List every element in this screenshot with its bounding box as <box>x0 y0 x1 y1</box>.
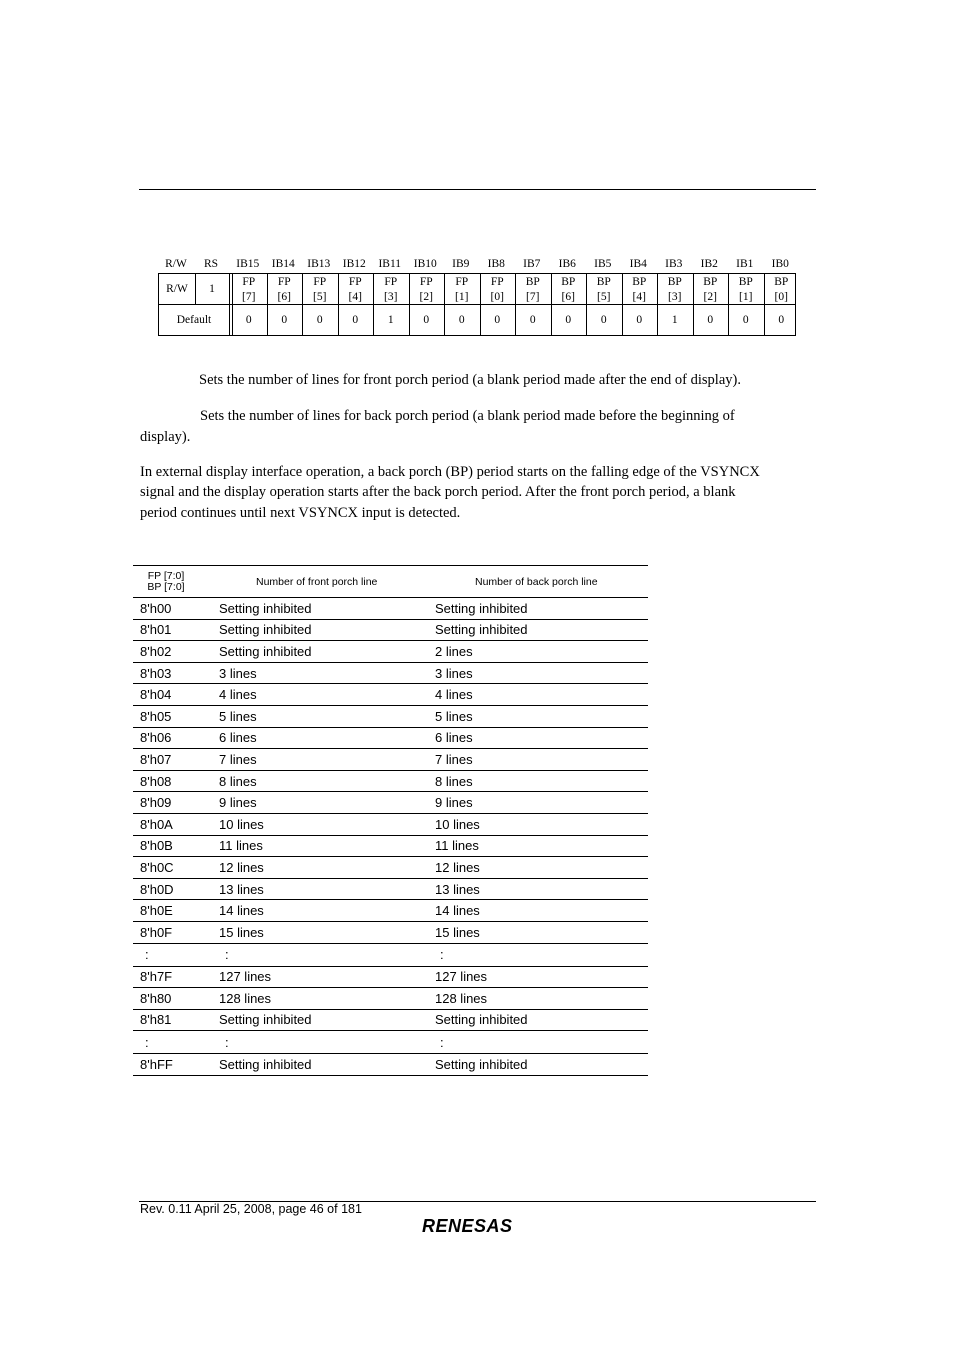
default-value: 0 <box>600 314 607 326</box>
bit-field-name: BP <box>738 276 753 288</box>
header-rule <box>139 189 816 190</box>
front-porch-cell: Setting inhibited <box>219 641 435 663</box>
register-header-ib2: IB2 <box>700 258 718 270</box>
renesas-logo <box>420 1215 536 1242</box>
table-row <box>133 770 648 792</box>
bit-field-name: FP <box>419 276 433 288</box>
bit-field-index: [2] <box>703 291 717 303</box>
bit-field-name: FP <box>277 276 291 288</box>
bit-field-bp-14 <box>728 275 764 304</box>
bit-field-index: [3] <box>668 291 682 303</box>
bit-field-name: BP <box>774 276 789 288</box>
table-row <box>133 619 648 641</box>
back-porch-cell: 12 lines <box>435 857 648 879</box>
bit-field-name: BP <box>632 276 647 288</box>
table-row <box>133 1054 648 1076</box>
default-value: 0 <box>458 314 465 326</box>
setting-cell: 8'h00 <box>133 598 219 620</box>
setting-cell: 8'h0D <box>133 878 219 900</box>
bp-description-line1: Sets the number of lines for back porch period (a blank period made before the beginning of <box>200 408 735 424</box>
bit-field-name: FP <box>313 276 327 288</box>
bit-field-fp-0 <box>231 275 267 304</box>
table-row <box>133 727 648 749</box>
bit-field-index: [6] <box>277 291 291 303</box>
table-row <box>133 749 648 771</box>
front-porch-cell: Setting inhibited <box>219 1009 435 1031</box>
table-row <box>133 878 648 900</box>
table-row <box>133 900 648 922</box>
porch-value-table <box>133 565 648 1076</box>
setting-cell: 8'hFF <box>133 1054 219 1076</box>
bit-field-bp-9 <box>551 275 587 304</box>
default-value: 0 <box>529 314 536 326</box>
ellipsis-row <box>133 943 648 966</box>
front-porch-cell: : <box>219 943 435 966</box>
back-porch-cell: 3 lines <box>435 662 648 684</box>
bit-field-index: [1] <box>455 291 469 303</box>
register-header-ib1: IB1 <box>736 258 754 270</box>
register-header-ib12: IB12 <box>342 258 366 270</box>
back-porch-cell: 5 lines <box>435 705 648 727</box>
back-porch-cell: Setting inhibited <box>435 619 648 641</box>
bit-field-index: [0] <box>490 291 504 303</box>
default-value: 0 <box>245 314 252 326</box>
default-value: 0 <box>281 314 288 326</box>
footer-revision: Rev. 0.11 April 25, 2008, page 46 of 181 <box>140 1202 362 1216</box>
register-grid <box>158 273 796 336</box>
table-row <box>133 966 648 988</box>
bit-field-fp-2 <box>302 275 338 304</box>
bit-field-bp-10 <box>586 275 622 304</box>
table-row <box>133 988 648 1010</box>
default-value: 0 <box>778 314 785 326</box>
register-header-ib3: IB3 <box>665 258 683 270</box>
register-header-ib0: IB0 <box>771 258 789 270</box>
back-porch-cell: 7 lines <box>435 749 648 771</box>
bit-field-name: BP <box>561 276 576 288</box>
setting-cell: 8'h08 <box>133 770 219 792</box>
front-porch-cell: 127 lines <box>219 966 435 988</box>
setting-cell: 8'h03 <box>133 662 219 684</box>
front-porch-cell: 10 lines <box>219 813 435 835</box>
back-porch-cell: 11 lines <box>435 835 648 857</box>
bit-field-bp-13 <box>693 275 729 304</box>
ellipsis-row <box>133 1031 648 1054</box>
setting-column-header <box>133 566 219 598</box>
bit-field-fp-1 <box>267 275 303 304</box>
back-porch-cell: 2 lines <box>435 641 648 663</box>
register-header-row <box>158 256 796 272</box>
front-porch-cell: 13 lines <box>219 878 435 900</box>
bit-field-name: FP <box>348 276 362 288</box>
back-porch-cell: 8 lines <box>435 770 648 792</box>
setting-cell: 8'h7F <box>133 966 219 988</box>
front-porch-cell: 3 lines <box>219 662 435 684</box>
bit-field-index: [0] <box>774 291 788 303</box>
table-row <box>133 684 648 706</box>
front-porch-cell: 14 lines <box>219 900 435 922</box>
front-porch-column-header: Number of front porch line <box>219 566 435 598</box>
renesas-logo-icon <box>420 1215 536 1237</box>
back-porch-cell: : <box>435 943 648 966</box>
bit-field-index: [2] <box>419 291 433 303</box>
bit-field-index: [1] <box>739 291 753 303</box>
register-header-ib11: IB11 <box>378 258 402 270</box>
setting-cell: 8'h06 <box>133 727 219 749</box>
register-header-rw: R/W <box>165 258 187 270</box>
front-porch-cell: 11 lines <box>219 835 435 857</box>
bit-field-index: [3] <box>384 291 398 303</box>
back-porch-cell: 15 lines <box>435 921 648 943</box>
grid-line <box>229 274 230 336</box>
value-table-body <box>133 598 648 1076</box>
bit-field-bp-8 <box>515 275 551 304</box>
back-porch-cell: : <box>435 1031 648 1054</box>
register-header-ib5: IB5 <box>594 258 612 270</box>
bit-field-index: [4] <box>348 291 362 303</box>
front-porch-cell: 128 lines <box>219 988 435 1010</box>
rs-value: 1 <box>209 283 215 295</box>
register-header-ib13: IB13 <box>307 258 331 270</box>
setting-cell: 8'h01 <box>133 619 219 641</box>
front-porch-cell: 4 lines <box>219 684 435 706</box>
default-value: 0 <box>423 314 430 326</box>
table-row <box>133 813 648 835</box>
setting-cell: : <box>133 1031 219 1054</box>
bit-field-bp-12 <box>657 275 693 304</box>
value-table-header <box>133 566 648 598</box>
front-porch-cell: 6 lines <box>219 727 435 749</box>
setting-cell: 8'h07 <box>133 749 219 771</box>
default-value: 1 <box>671 314 678 326</box>
front-porch-cell: Setting inhibited <box>219 598 435 620</box>
bit-field-name: FP <box>384 276 398 288</box>
default-value: 0 <box>742 314 749 326</box>
fp-description: Sets the number of lines for front porch period (a blank period made after the end of display). <box>199 372 741 388</box>
back-porch-cell: 9 lines <box>435 792 648 814</box>
front-porch-cell: : <box>219 1031 435 1054</box>
bit-field-name: BP <box>667 276 682 288</box>
bp-description-line2: display). <box>140 429 191 445</box>
table-row <box>133 641 648 663</box>
table-row <box>133 921 648 943</box>
register-header-ib10: IB10 <box>413 258 437 270</box>
bit-field-name: FP <box>242 276 256 288</box>
table-row <box>133 857 648 879</box>
back-porch-cell: 127 lines <box>435 966 648 988</box>
setting-cell: 8'h80 <box>133 988 219 1010</box>
table-row <box>133 662 648 684</box>
bit-field-index: [5] <box>597 291 611 303</box>
external-interface-line1: In external display interface operation, a back porch (BP) period starts on the falling edge of the VSYNCX <box>140 464 760 480</box>
setting-cell: 8'h0C <box>133 857 219 879</box>
setting-cell: 8'h0A <box>133 813 219 835</box>
back-porch-cell: Setting inhibited <box>435 1009 648 1031</box>
bit-field-name: BP <box>596 276 611 288</box>
front-porch-cell: 8 lines <box>219 770 435 792</box>
bit-field-fp-5 <box>409 275 445 304</box>
back-porch-cell: Setting inhibited <box>435 598 648 620</box>
setting-cell: : <box>133 943 219 966</box>
bit-field-index: [4] <box>632 291 646 303</box>
default-value: 0 <box>636 314 643 326</box>
bit-field-fp-4 <box>373 275 409 304</box>
setting-cell: 8'h0F <box>133 921 219 943</box>
front-porch-cell: Setting inhibited <box>219 619 435 641</box>
setting-cell: 8'h0B <box>133 835 219 857</box>
register-table <box>158 256 796 326</box>
setting-cell: 8'h09 <box>133 792 219 814</box>
default-value: 0 <box>316 314 323 326</box>
default-value: 1 <box>387 314 394 326</box>
default-value: 0 <box>494 314 501 326</box>
default-value: 0 <box>707 314 714 326</box>
register-header-rs: RS <box>203 258 219 270</box>
register-header-ib15: IB15 <box>236 258 260 270</box>
front-porch-cell: 7 lines <box>219 749 435 771</box>
default-value: 0 <box>352 314 359 326</box>
back-porch-cell: 10 lines <box>435 813 648 835</box>
table-row <box>133 792 648 814</box>
setting-cell: 8'h04 <box>133 684 219 706</box>
table-row <box>133 835 648 857</box>
bit-field-index: [7] <box>526 291 540 303</box>
bit-field-name: BP <box>703 276 718 288</box>
register-header-ib6: IB6 <box>558 258 576 270</box>
table-row <box>133 598 648 620</box>
front-porch-cell: 12 lines <box>219 857 435 879</box>
bit-field-index: [7] <box>242 291 256 303</box>
front-porch-cell: 15 lines <box>219 921 435 943</box>
back-porch-cell: 128 lines <box>435 988 648 1010</box>
logo-wordmark: RENESAS <box>422 1216 513 1236</box>
back-porch-cell: 13 lines <box>435 878 648 900</box>
bit-field-index: [6] <box>561 291 575 303</box>
back-porch-cell: 14 lines <box>435 900 648 922</box>
table-row <box>133 1009 648 1031</box>
register-header-ib9: IB9 <box>452 258 470 270</box>
bit-field-bp-11 <box>622 275 658 304</box>
back-porch-cell: Setting inhibited <box>435 1054 648 1076</box>
rw-label: R/W <box>166 283 188 295</box>
default-value: 0 <box>565 314 572 326</box>
back-porch-column-header: Number of back porch line <box>435 566 648 598</box>
table-row <box>133 705 648 727</box>
external-interface-line2: signal and the display operation starts after the back porch period. After the front porch period, a blank <box>140 484 736 500</box>
back-porch-cell: 6 lines <box>435 727 648 749</box>
bit-field-name: FP <box>490 276 504 288</box>
default-label: Default <box>176 314 212 326</box>
setting-cell: 8'h0E <box>133 900 219 922</box>
front-porch-cell: 9 lines <box>219 792 435 814</box>
bit-field-index: [5] <box>313 291 327 303</box>
bp-range-label: BP [7:0] <box>147 580 185 593</box>
register-header-ib14: IB14 <box>271 258 295 270</box>
register-header-ib4: IB4 <box>629 258 647 270</box>
setting-cell: 8'h81 <box>133 1009 219 1031</box>
front-porch-cell: 5 lines <box>219 705 435 727</box>
bit-field-fp-6 <box>444 275 480 304</box>
bit-field-name: FP <box>455 276 469 288</box>
bit-field-name: BP <box>525 276 540 288</box>
bit-field-bp-15 <box>764 275 800 304</box>
external-interface-line3: period continues until next VSYNCX input is detected. <box>140 505 461 521</box>
setting-cell: 8'h05 <box>133 705 219 727</box>
fp-range-label: FP [7:0] <box>147 569 185 582</box>
back-porch-cell: 4 lines <box>435 684 648 706</box>
register-header-ib7: IB7 <box>523 258 541 270</box>
bit-field-fp-7 <box>480 275 516 304</box>
bit-field-fp-3 <box>338 275 374 304</box>
front-porch-cell: Setting inhibited <box>219 1054 435 1076</box>
register-header-ib8: IB8 <box>487 258 505 270</box>
setting-cell: 8'h02 <box>133 641 219 663</box>
